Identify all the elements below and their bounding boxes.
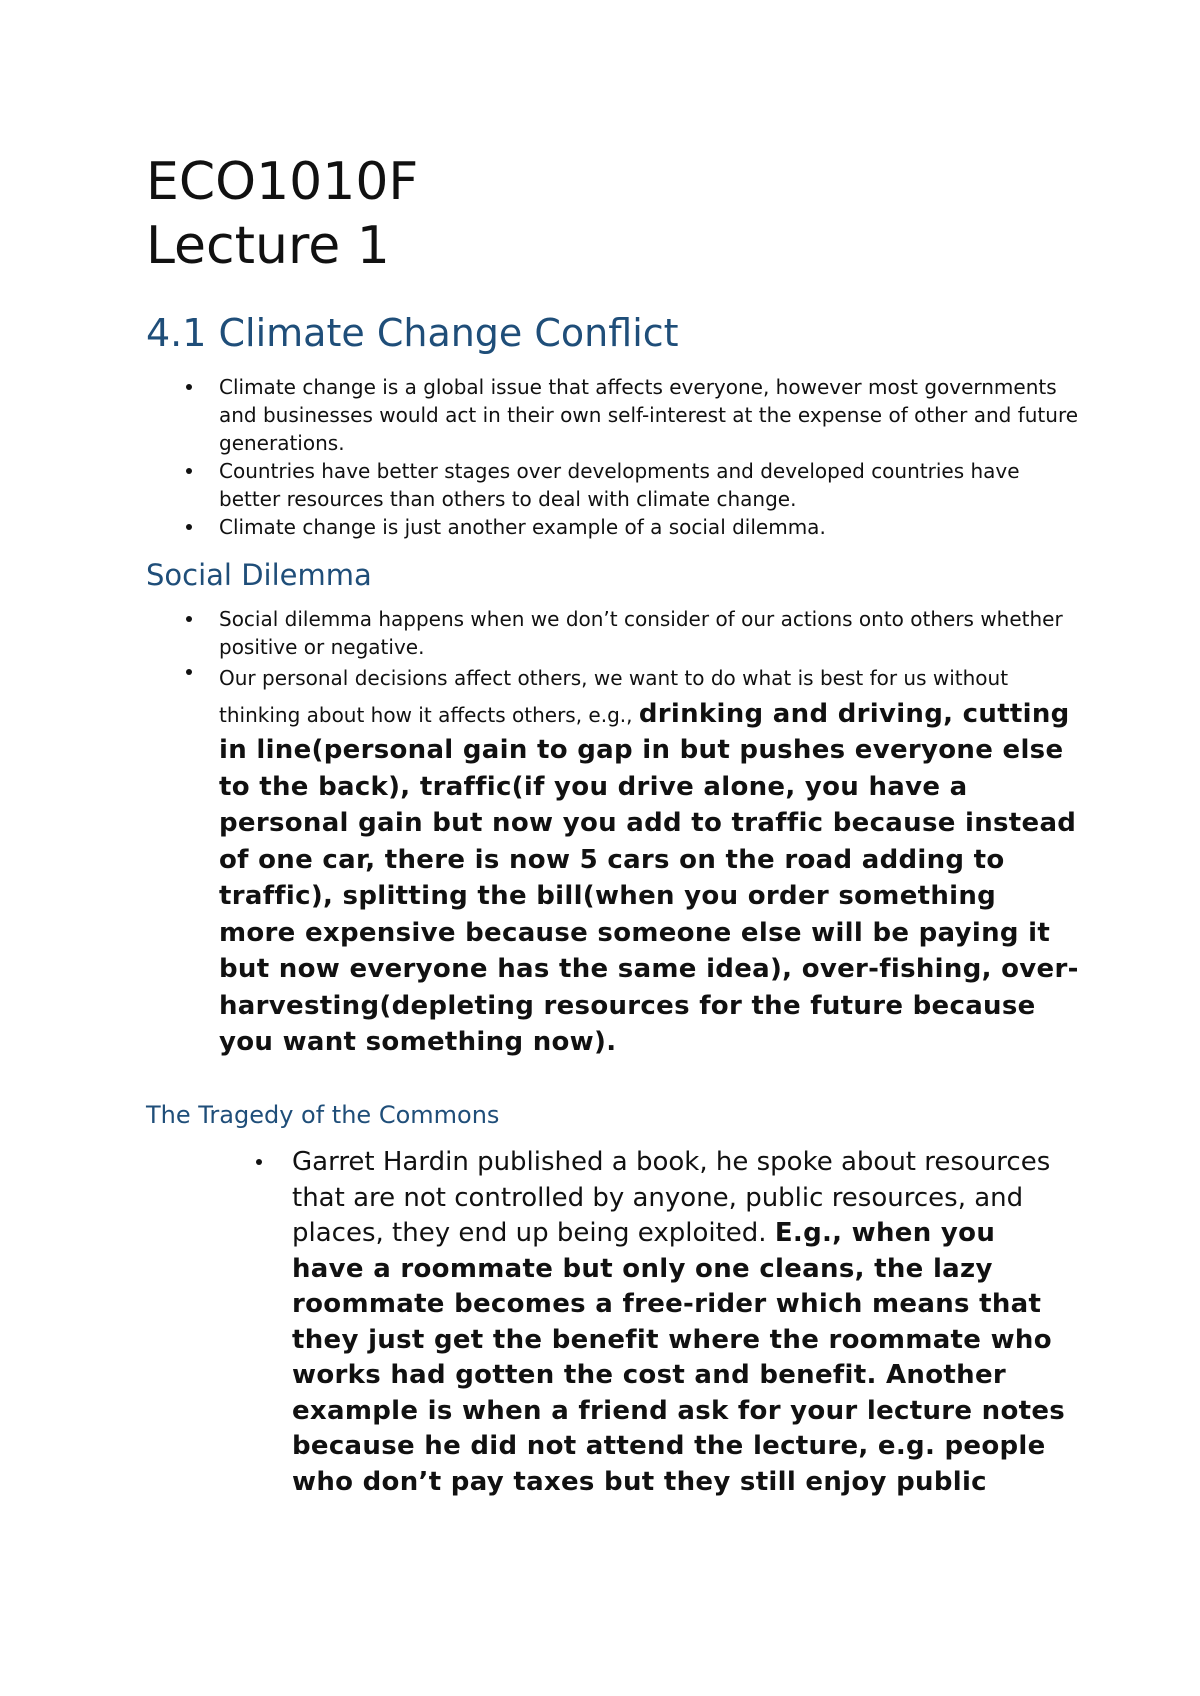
tragedy-bullet-list — [292, 1145, 1072, 1500]
list-item: Climate change is a global issue that affects everyone, however most governments and businesses would act in their own self-interest at the expense of other and future generations. — [219, 375, 1079, 455]
title-course-code: ECO1010F — [146, 152, 419, 212]
heading-climate-change-conflict: 4.1 Climate Change Conflict — [146, 311, 679, 355]
list-item: Countries have better stages over developments and developed countries have better resources than others to deal with climate change. — [219, 457, 1079, 513]
social-dilemma-bullet-list — [219, 605, 1079, 1062]
bullet-text: Our personal decisions affect others, we want to do what is best for us without thinking about how it affects others, e.g., — [219, 666, 1009, 727]
bullet-bold-examples: E.g., when you have a roommate but only one cleans, the lazy roommate becomes a free-rider which means that they just get the benefit where the roommate who works had gotten the cost and benefit. Another example is when a friend ask for your lecture notes because he did not attend the lecture, e.g. people who don’t pay taxes but they still enjoy public — [292, 1218, 1066, 1497]
bullet-bold-examples: drinking and driving, cutting in line(personal gain to gap in but pushes everyone else to the back), traffic(if you drive alone, you have a personal gain but now you add to traffic because instead of one car, there is now 5 cars on the road adding to traffic), splitting the bill(when you order something more expensive because someone else will be paying it but now everyone has the same idea), over-fishing, over-harvesting(depleting resources for the future because you want something now). — [219, 698, 1079, 1057]
bullet-text: Garret Hardin published a book, he spoke about resources that are not controlled by anyone, public resources, and places, they end up being exploited. — [292, 1147, 1051, 1248]
heading-tragedy-of-the-commons: The Tragedy of the Commons — [146, 1101, 500, 1129]
list-item — [292, 1145, 1072, 1500]
climate-bullet-list — [219, 373, 1079, 541]
heading-social-dilemma: Social Dilemma — [146, 558, 372, 592]
title-lecture: Lecture 1 — [146, 216, 390, 276]
document-title — [146, 150, 418, 278]
list-item — [219, 661, 1079, 1062]
list-item: Social dilemma happens when we don’t consider of our actions onto others whether positive or negative. — [219, 605, 1079, 661]
list-item: Climate change is just another example of a social dilemma. — [219, 513, 1079, 541]
